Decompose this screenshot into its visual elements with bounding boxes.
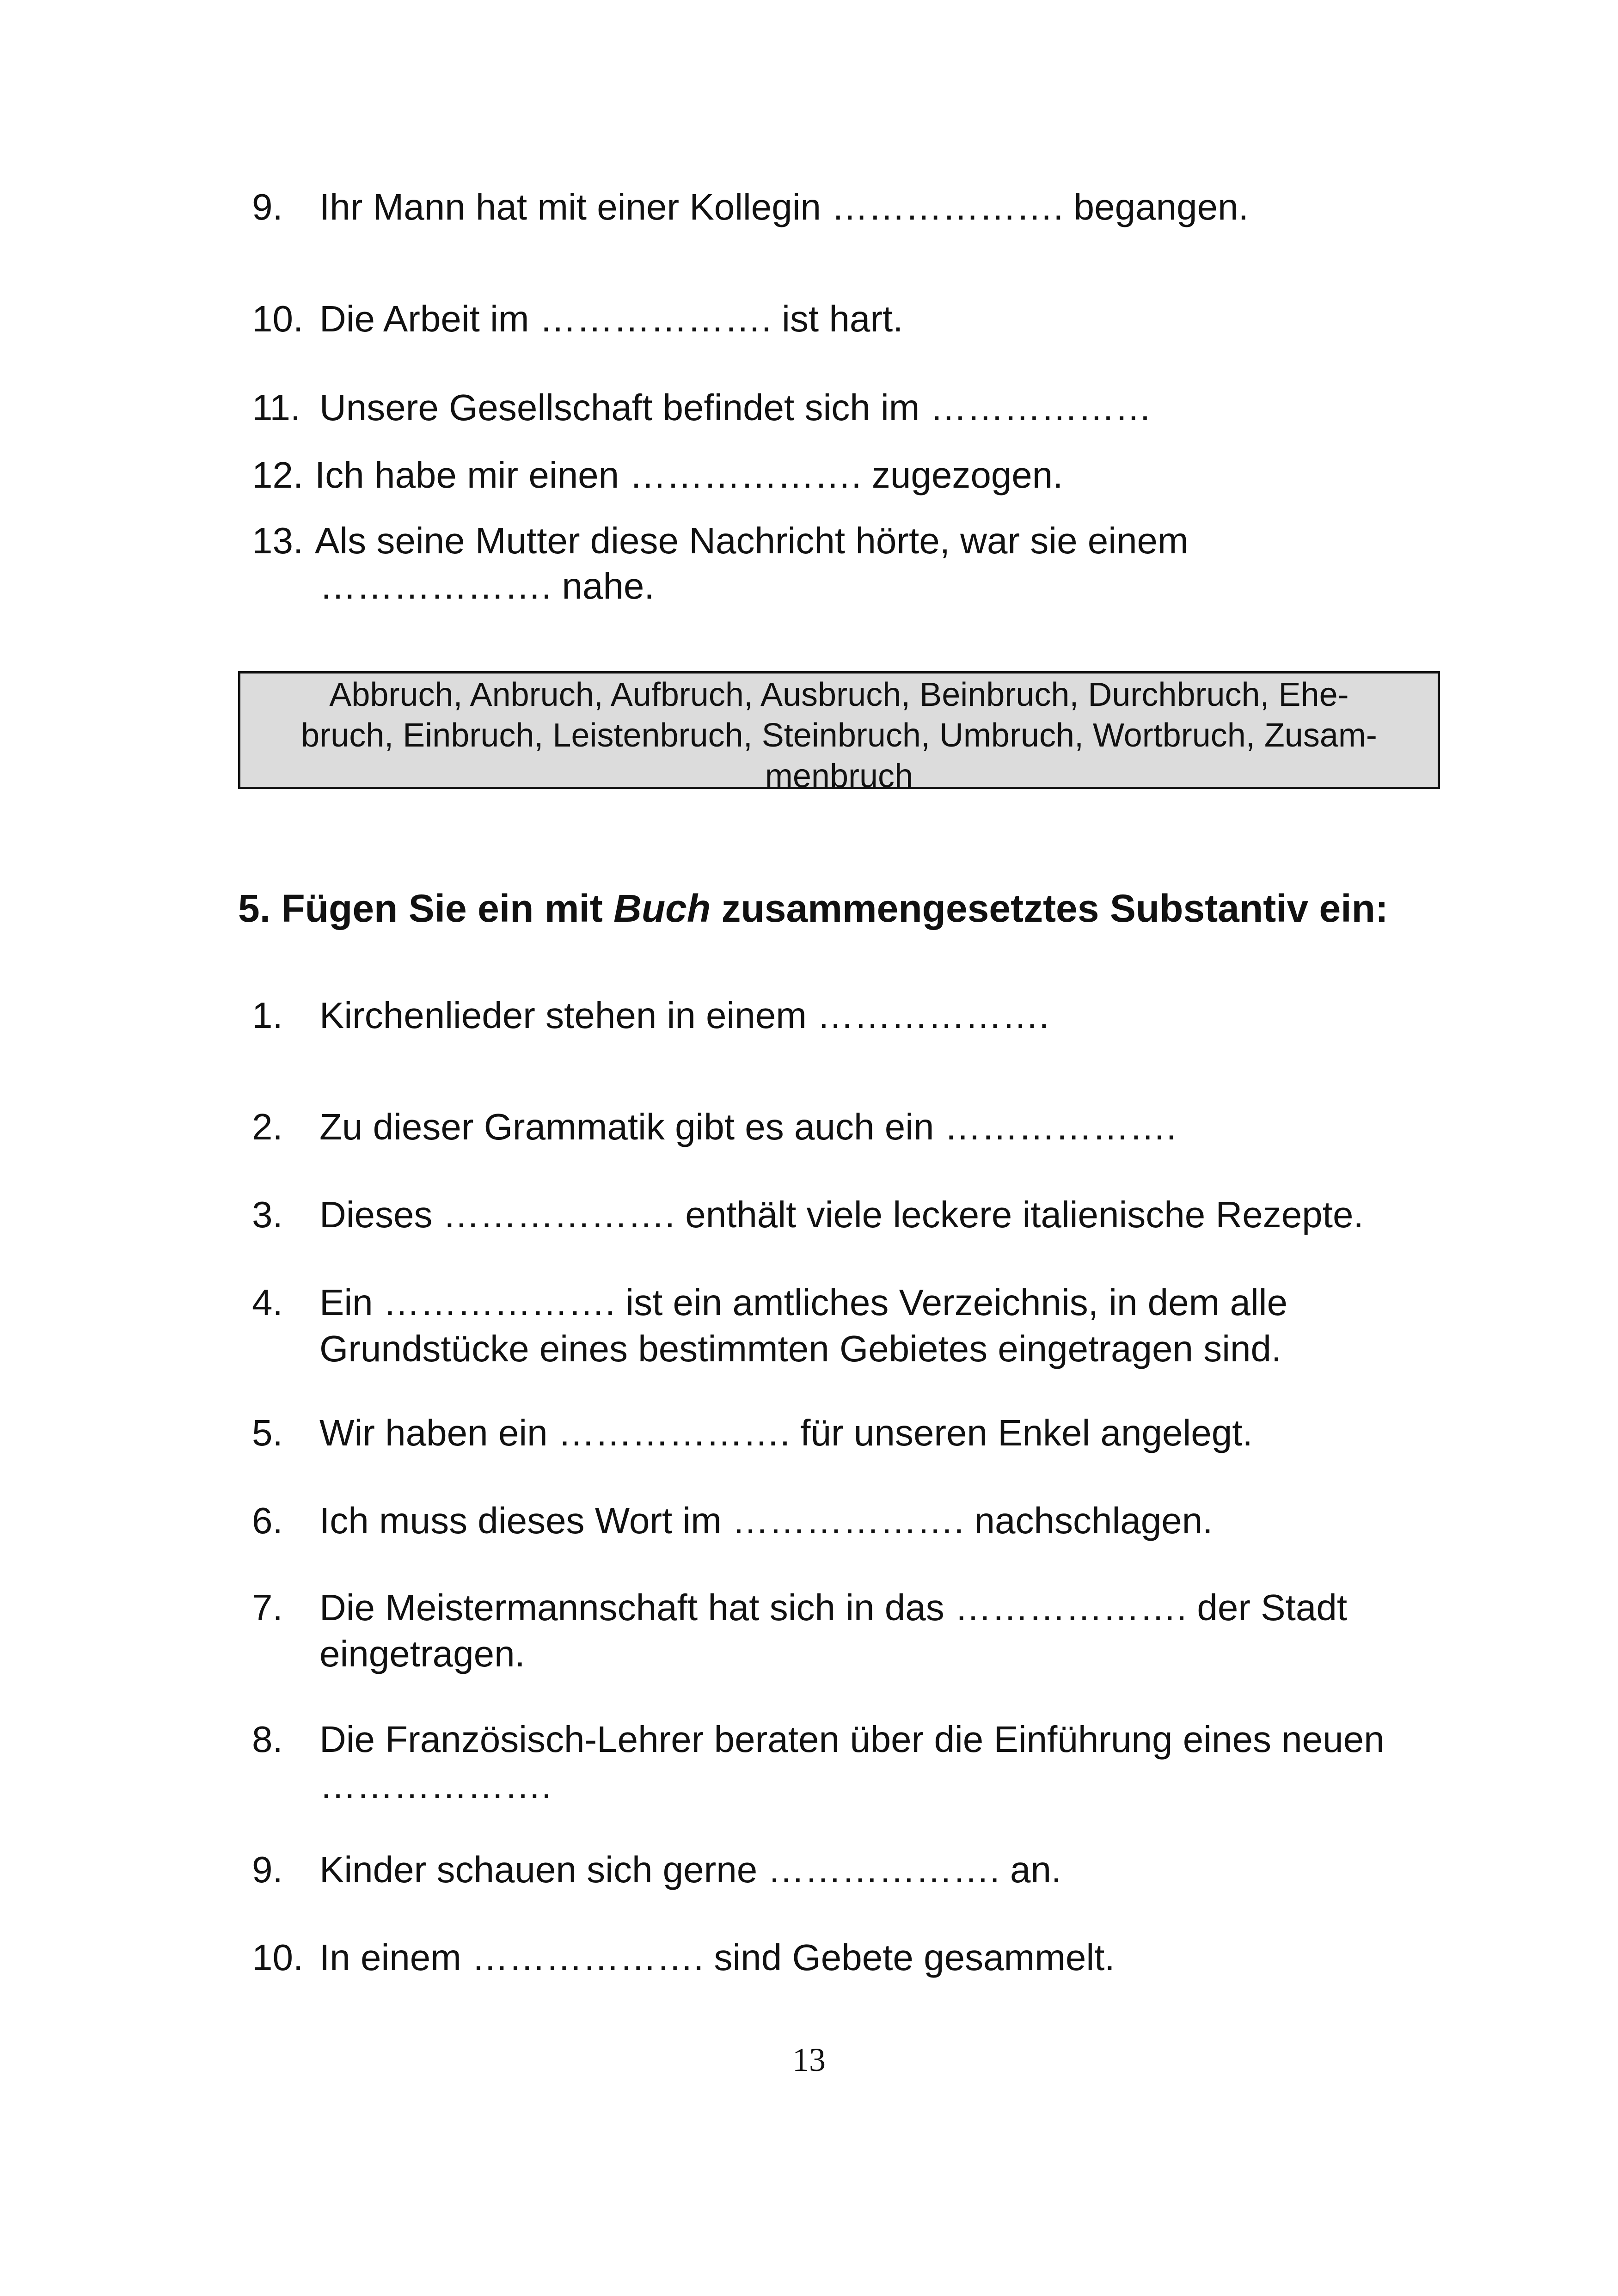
item-text: Kirchenlieder stehen in einem ……………….: [319, 995, 1049, 1036]
item-number: 13.: [252, 520, 304, 561]
word-bank-line: bruch, Einbruch, Leistenbruch, Steinbruch, Umbruch, Wortbruch, Zusam-: [301, 717, 1377, 754]
item-text: Unsere Gesellschaft befindet sich im ………………: [319, 387, 1152, 428]
item-text: In einem ………………. sind Gebete gesammelt.: [319, 1937, 1115, 1978]
item-number: 8.: [252, 1719, 283, 1760]
item-text-continuation: eingetragen.: [319, 1633, 525, 1674]
exercise-heading: [238, 883, 1388, 934]
word-bank-line: Abbruch, Anbruch, Aufbruch, Ausbruch, Beinbruch, Durchbruch, Ehe-: [329, 676, 1349, 713]
heading-prefix: 5. Fügen Sie ein mit: [238, 887, 614, 930]
item-text: Die Meistermannschaft hat sich in das ………………. der Stadt: [319, 1587, 1348, 1628]
item-text: Zu dieser Grammatik gibt es auch ein ……………….: [319, 1106, 1177, 1147]
item-number: 6.: [252, 1500, 283, 1541]
item-text-continuation: ………………. nahe.: [319, 565, 655, 606]
item-number: 10.: [252, 1937, 304, 1978]
item-text-continuation: Grundstücke eines bestimmten Gebietes eingetragen sind.: [319, 1328, 1282, 1369]
item-number: 1.: [252, 995, 283, 1036]
item-text: Die Arbeit im ………………. ist hart.: [319, 298, 903, 339]
item-number: 7.: [252, 1587, 283, 1628]
item-text-continuation: ……………….: [319, 1765, 552, 1806]
item-text: Ich habe mir einen ………………. zugezogen.: [315, 454, 1063, 496]
item-text: Wir haben ein ………………. für unseren Enkel angelegt.: [319, 1412, 1253, 1453]
item-text: Ich muss dieses Wort im ………………. nachschlagen.: [319, 1500, 1213, 1541]
word-bank-line: menbruch: [765, 758, 913, 795]
item-text: Kinder schauen sich gerne ………………. an.: [319, 1849, 1062, 1890]
item-number: 5.: [252, 1412, 283, 1453]
item-number: 3.: [252, 1194, 283, 1235]
word-bank-box: [238, 671, 1440, 795]
item-number: 2.: [252, 1106, 283, 1147]
item-text: Ihr Mann hat mit einer Kollegin ………………. begangen.: [319, 186, 1249, 227]
item-number: 11.: [252, 387, 301, 428]
heading-suffix: zusammengesetztes Substantiv ein:: [711, 887, 1388, 930]
item-number: 9.: [252, 186, 283, 227]
item-number: 9.: [252, 1849, 283, 1890]
item-number: 12.: [252, 454, 304, 496]
item-text: Ein ………………. ist ein amtliches Verzeichnis, in dem alle: [319, 1282, 1288, 1323]
item-number: 10.: [252, 298, 304, 339]
item-text: Dieses ………………. enthält viele leckere italienische Rezepte.: [319, 1194, 1364, 1235]
heading-emphasis: Buch: [613, 887, 711, 930]
item-text: Als seine Mutter diese Nachricht hörte, war sie einem: [315, 520, 1189, 561]
item-number: 4.: [252, 1282, 283, 1323]
item-text: Die Französisch-Lehrer beraten über die Einführung eines neuen: [319, 1719, 1385, 1760]
page-number: 13: [792, 2041, 826, 2078]
